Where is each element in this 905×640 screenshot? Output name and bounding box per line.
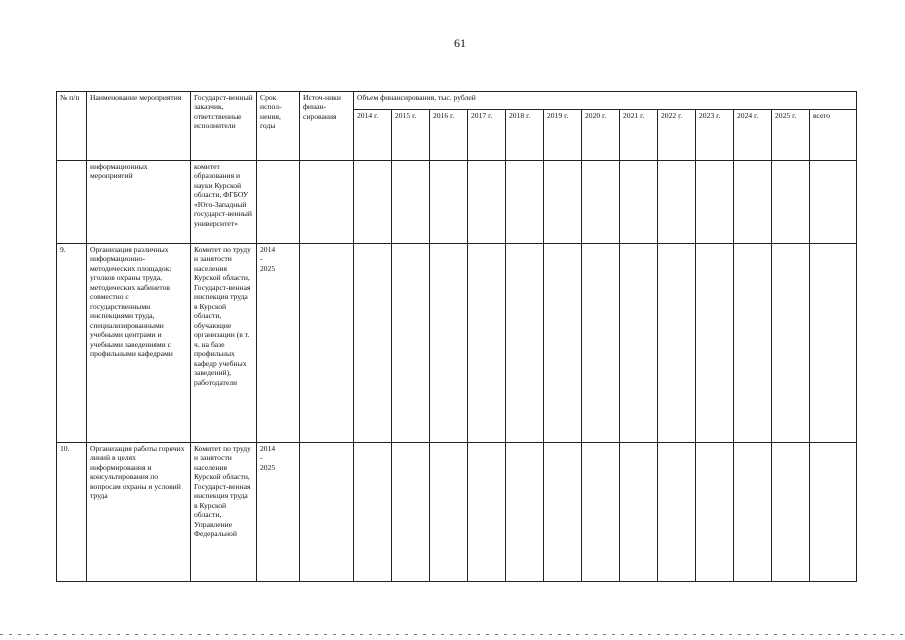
row-cell: [658, 244, 696, 443]
row-cell: [506, 443, 544, 582]
row-cell: [734, 244, 772, 443]
header-year-2023: 2023 г.: [696, 110, 734, 161]
row-num: 9.: [57, 244, 87, 443]
header-customer: Государст-венный заказчик, ответственные исполнители: [191, 92, 257, 161]
row-cell: [772, 161, 810, 244]
scan-edge-divider: [0, 634, 905, 635]
row-cell: [468, 443, 506, 582]
header-funding: Объем финансирования, тыс. рублей: [354, 92, 857, 110]
row-cell: [430, 161, 468, 244]
header-year-2016: 2016 г.: [430, 110, 468, 161]
row-cell: [734, 443, 772, 582]
term-dash: -: [260, 453, 263, 463]
funding-table: [56, 91, 857, 582]
row-cell: [810, 161, 857, 244]
row-cell: [506, 161, 544, 244]
row-cell: [810, 443, 857, 582]
row-cell: [430, 244, 468, 443]
row-customer: комитет образования и науки Курской области, ФГБОУ «Юго-Западный государст-венный университет»: [191, 161, 257, 244]
term-dash: -: [260, 254, 263, 264]
row-cell: [696, 443, 734, 582]
row-cell: [392, 161, 430, 244]
row-cell: [544, 443, 582, 582]
row-cell: [696, 244, 734, 443]
row-customer: Комитет по труду и занятости населения Курской области, Государст-венная инспекция труда в Курской области, обучающие организации (в т. ч. на базе профильных кафедр учебных заведений), работодатели: [191, 244, 257, 443]
header-year-2021: 2021 г.: [620, 110, 658, 161]
row-cell: [392, 443, 430, 582]
row-cell: [354, 161, 392, 244]
header-year-2024: 2024 г.: [734, 110, 772, 161]
row-term: [257, 443, 300, 582]
row-name: Организация различных информационно-методических площадок: уголков охраны труда, методических кабинетов совместно с государственными инспекциями труда, специализированными учебными центрами и учебными заведениями с профильными кафедрами: [87, 244, 191, 443]
row-cell: [772, 443, 810, 582]
row-source: [300, 443, 354, 582]
row-num: [57, 161, 87, 244]
row-customer: Комитет по труду и занятости населения Курской области, Государст-венная инспекция труда в Курской области, Управление Федеральной: [191, 443, 257, 582]
row-cell: [468, 244, 506, 443]
table-row: [57, 443, 857, 582]
header-total: всего: [810, 110, 857, 161]
row-cell: [620, 161, 658, 244]
header-year-2025: 2025 г.: [772, 110, 810, 161]
term-end: 2025: [260, 263, 276, 273]
row-name: Организация работы горячих линий в целях информирования и консультирования по вопросам охраны и условий труда: [87, 443, 191, 582]
row-cell: [392, 244, 430, 443]
row-cell: [544, 161, 582, 244]
row-source: [300, 161, 354, 244]
row-source: [300, 244, 354, 443]
row-cell: [430, 443, 468, 582]
row-term: [257, 244, 300, 443]
row-name: информационных мероприятий: [87, 161, 191, 244]
header-year-2014: 2014 г.: [354, 110, 392, 161]
row-cell: [354, 443, 392, 582]
header-year-2018: 2018 г.: [506, 110, 544, 161]
row-cell: [506, 244, 544, 443]
row-cell: [772, 244, 810, 443]
term-start: 2014: [260, 444, 276, 453]
row-cell: [582, 244, 620, 443]
row-cell: [734, 161, 772, 244]
row-cell: [810, 244, 857, 443]
row-term: [257, 161, 300, 244]
header-num: № п/п: [57, 92, 87, 161]
header-year-2019: 2019 г.: [544, 110, 582, 161]
header-year-2022: 2022 г.: [658, 110, 696, 161]
header-year-2015: 2015 г.: [392, 110, 430, 161]
header-year-2017: 2017 г.: [468, 110, 506, 161]
row-cell: [658, 161, 696, 244]
header-year-2020: 2020 г.: [582, 110, 620, 161]
row-cell: [620, 443, 658, 582]
row-cell: [696, 161, 734, 244]
header-source: Источ-ники финан-сирования: [300, 92, 354, 161]
table-row: [57, 161, 857, 244]
header-term: Срок испол-нения, годы: [257, 92, 300, 161]
term-start: 2014: [260, 245, 276, 254]
row-cell: [658, 443, 696, 582]
row-cell: [354, 244, 392, 443]
table-row: [57, 244, 857, 443]
row-num: 10.: [57, 443, 87, 582]
header-name: Наименование мероприятия: [87, 92, 191, 161]
row-cell: [582, 443, 620, 582]
term-end: 2025: [260, 462, 276, 472]
row-cell: [620, 244, 658, 443]
row-cell: [544, 244, 582, 443]
page-number: 61: [454, 36, 466, 50]
row-cell: [582, 161, 620, 244]
row-cell: [468, 161, 506, 244]
